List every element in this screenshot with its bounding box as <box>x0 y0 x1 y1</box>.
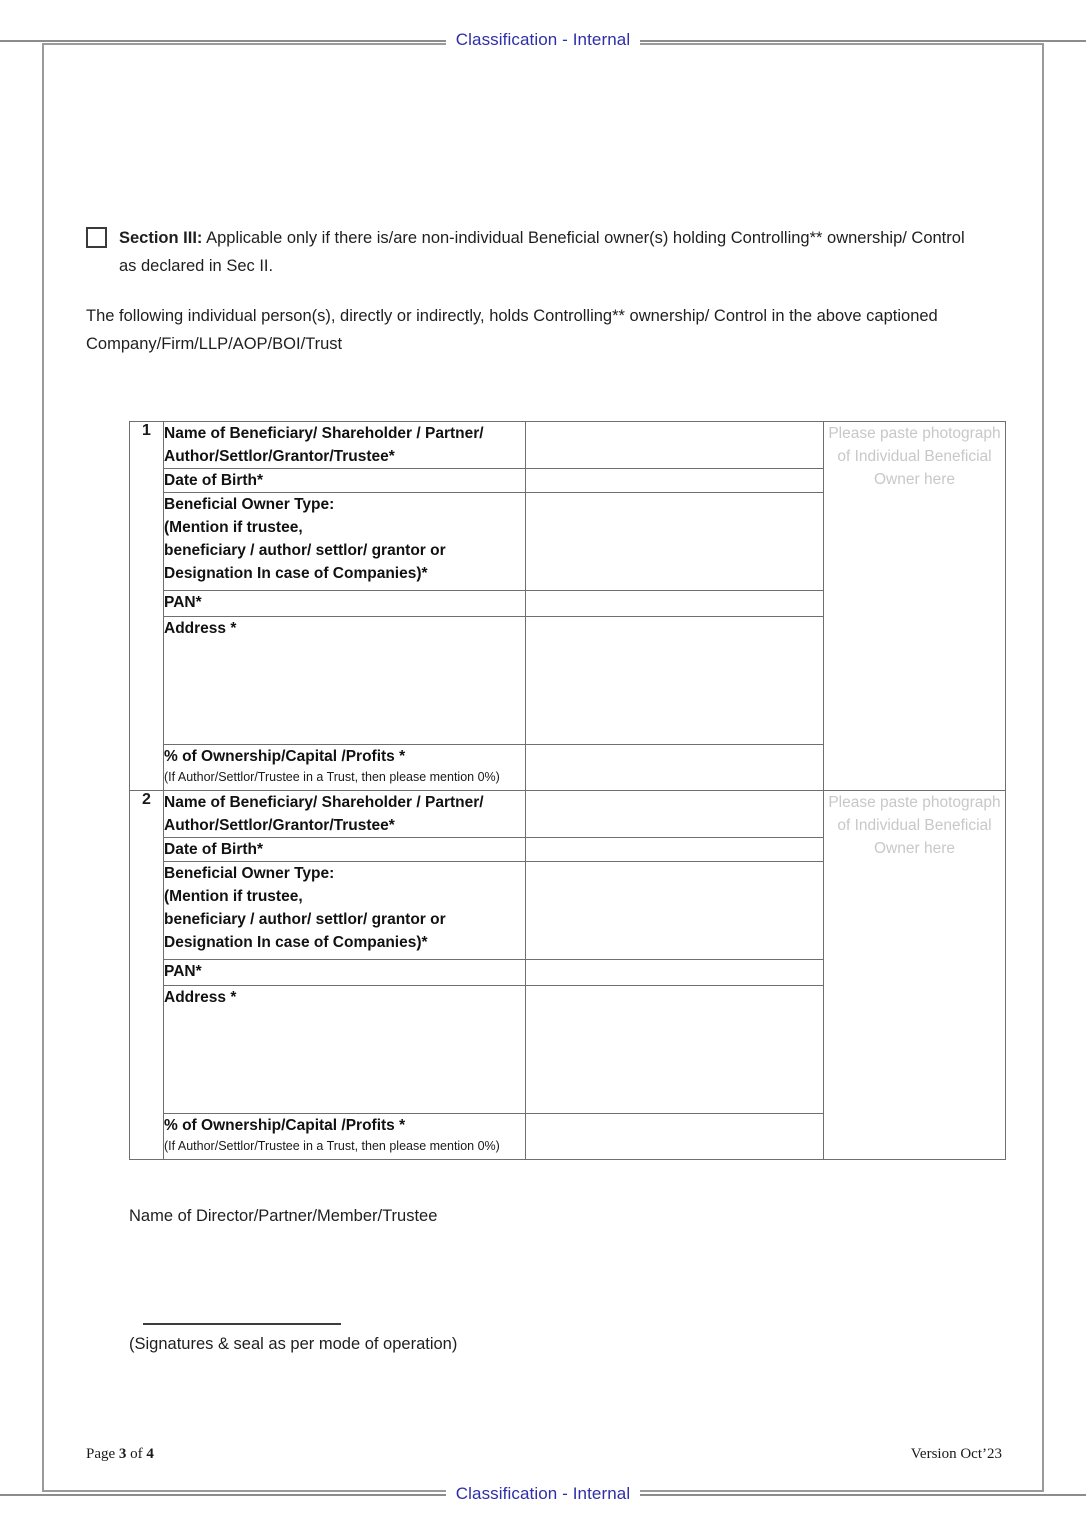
label-owner-type-line3-2: beneficiary / author/ settlor/ grantor or <box>164 911 446 928</box>
label-owner-type-line1-2: Beneficial Owner Type: <box>164 865 335 882</box>
label-owner-type-line2-1: (Mention if trustee, <box>164 519 303 536</box>
label-ownership-pct-note-2: (If Author/Settlor/Trustee in a Trust, then please mention 0%) <box>164 1139 500 1153</box>
label-owner-type-line2-2: (Mention if trustee, <box>164 888 303 905</box>
label-owner-type-line1-1: Beneficial Owner Type: <box>164 496 335 513</box>
value-name-1[interactable] <box>526 422 824 469</box>
label-name-line2-2: Author/Settlor/Grantor/Trustee* <box>164 817 395 834</box>
page-prefix: Page <box>86 1446 119 1462</box>
section-iii-text <box>119 224 966 280</box>
value-dob-1[interactable] <box>526 469 824 493</box>
label-ownership-pct-main-1: % of Ownership/Capital /Profits * <box>164 748 406 765</box>
label-name-line1-2: Name of Beneficiary/ Shareholder / Partner/ <box>164 794 484 811</box>
value-address-1[interactable] <box>526 617 824 745</box>
label-owner-type-line4-2: Designation In case of Companies)* <box>164 934 428 951</box>
label-address-1: Address * <box>164 617 526 745</box>
section-iii-description: Applicable only if there is/are non-individual Beneficial owner(s) holding Controlling** ownership/ Control as declared in Sec II. <box>119 229 965 275</box>
value-pan-1[interactable] <box>526 591 824 617</box>
director-name-label: Name of Director/Partner/Member/Trustee <box>129 1207 438 1225</box>
classification-banner-bottom <box>0 1481 1086 1507</box>
label-owner-type-line3-1: beneficiary / author/ settlor/ grantor or <box>164 542 446 559</box>
signature-line[interactable] <box>143 1323 341 1325</box>
classification-label-bottom: Classification - Internal <box>446 1484 640 1504</box>
page-footer <box>86 1446 1002 1463</box>
value-owner-type-1[interactable] <box>526 493 824 591</box>
table-row <box>130 422 1006 469</box>
block-number-1: 1 <box>130 422 164 791</box>
label-name-2 <box>164 791 526 838</box>
label-owner-type-line4-1: Designation In case of Companies)* <box>164 565 428 582</box>
label-pan-1: PAN* <box>164 591 526 617</box>
section-iii-heading-row <box>86 224 966 280</box>
photo-placeholder-1[interactable]: Please paste photograph of Individual Beneficial Owner here <box>824 422 1006 791</box>
page-mid: of <box>126 1446 147 1462</box>
photo-placeholder-2[interactable]: Please paste photograph of Individual Beneficial Owner here <box>824 791 1006 1160</box>
signature-caption: (Signatures & seal as per mode of operation) <box>129 1335 458 1353</box>
section-iii-title: Section III: <box>119 229 203 247</box>
section-iii-intro-paragraph: The following individual person(s), directly or indirectly, holds Controlling** ownership/ Control in the above captioned Company/Firm/LLP/AOP/BOI/Trust <box>86 307 938 353</box>
value-owner-type-2[interactable] <box>526 862 824 960</box>
page-total: 4 <box>146 1446 154 1462</box>
label-ownership-pct-2 <box>164 1114 526 1160</box>
label-owner-type-1 <box>164 493 526 591</box>
page-number-text <box>86 1446 154 1463</box>
label-name-line1-1: Name of Beneficiary/ Shareholder / Partner/ <box>164 425 484 442</box>
value-ownership-pct-1[interactable] <box>526 745 824 791</box>
value-address-2[interactable] <box>526 986 824 1114</box>
label-ownership-pct-main-2: % of Ownership/Capital /Profits * <box>164 1117 406 1134</box>
label-ownership-pct-1 <box>164 745 526 791</box>
signature-area <box>129 1203 929 1354</box>
label-dob-1: Date of Birth* <box>164 469 526 493</box>
classification-label-top: Classification - Internal <box>446 30 640 50</box>
label-dob-2: Date of Birth* <box>164 838 526 862</box>
value-ownership-pct-2[interactable] <box>526 1114 824 1160</box>
label-ownership-pct-note-1: (If Author/Settlor/Trustee in a Trust, then please mention 0%) <box>164 770 500 784</box>
value-dob-2[interactable] <box>526 838 824 862</box>
section-iii-block <box>86 224 966 358</box>
value-pan-2[interactable] <box>526 960 824 986</box>
page-current: 3 <box>118 1446 127 1462</box>
label-pan-2: PAN* <box>164 960 526 986</box>
label-name-line2-1: Author/Settlor/Grantor/Trustee* <box>164 448 395 465</box>
label-name-1 <box>164 422 526 469</box>
section-iii-checkbox[interactable] <box>86 227 107 248</box>
version-label: Version Oct’23 <box>910 1446 1002 1462</box>
label-owner-type-2 <box>164 862 526 960</box>
table-row <box>130 791 1006 838</box>
value-name-2[interactable] <box>526 791 824 838</box>
beneficial-owner-table <box>129 421 1006 1160</box>
block-number-2: 2 <box>130 791 164 1160</box>
label-address-2: Address * <box>164 986 526 1114</box>
